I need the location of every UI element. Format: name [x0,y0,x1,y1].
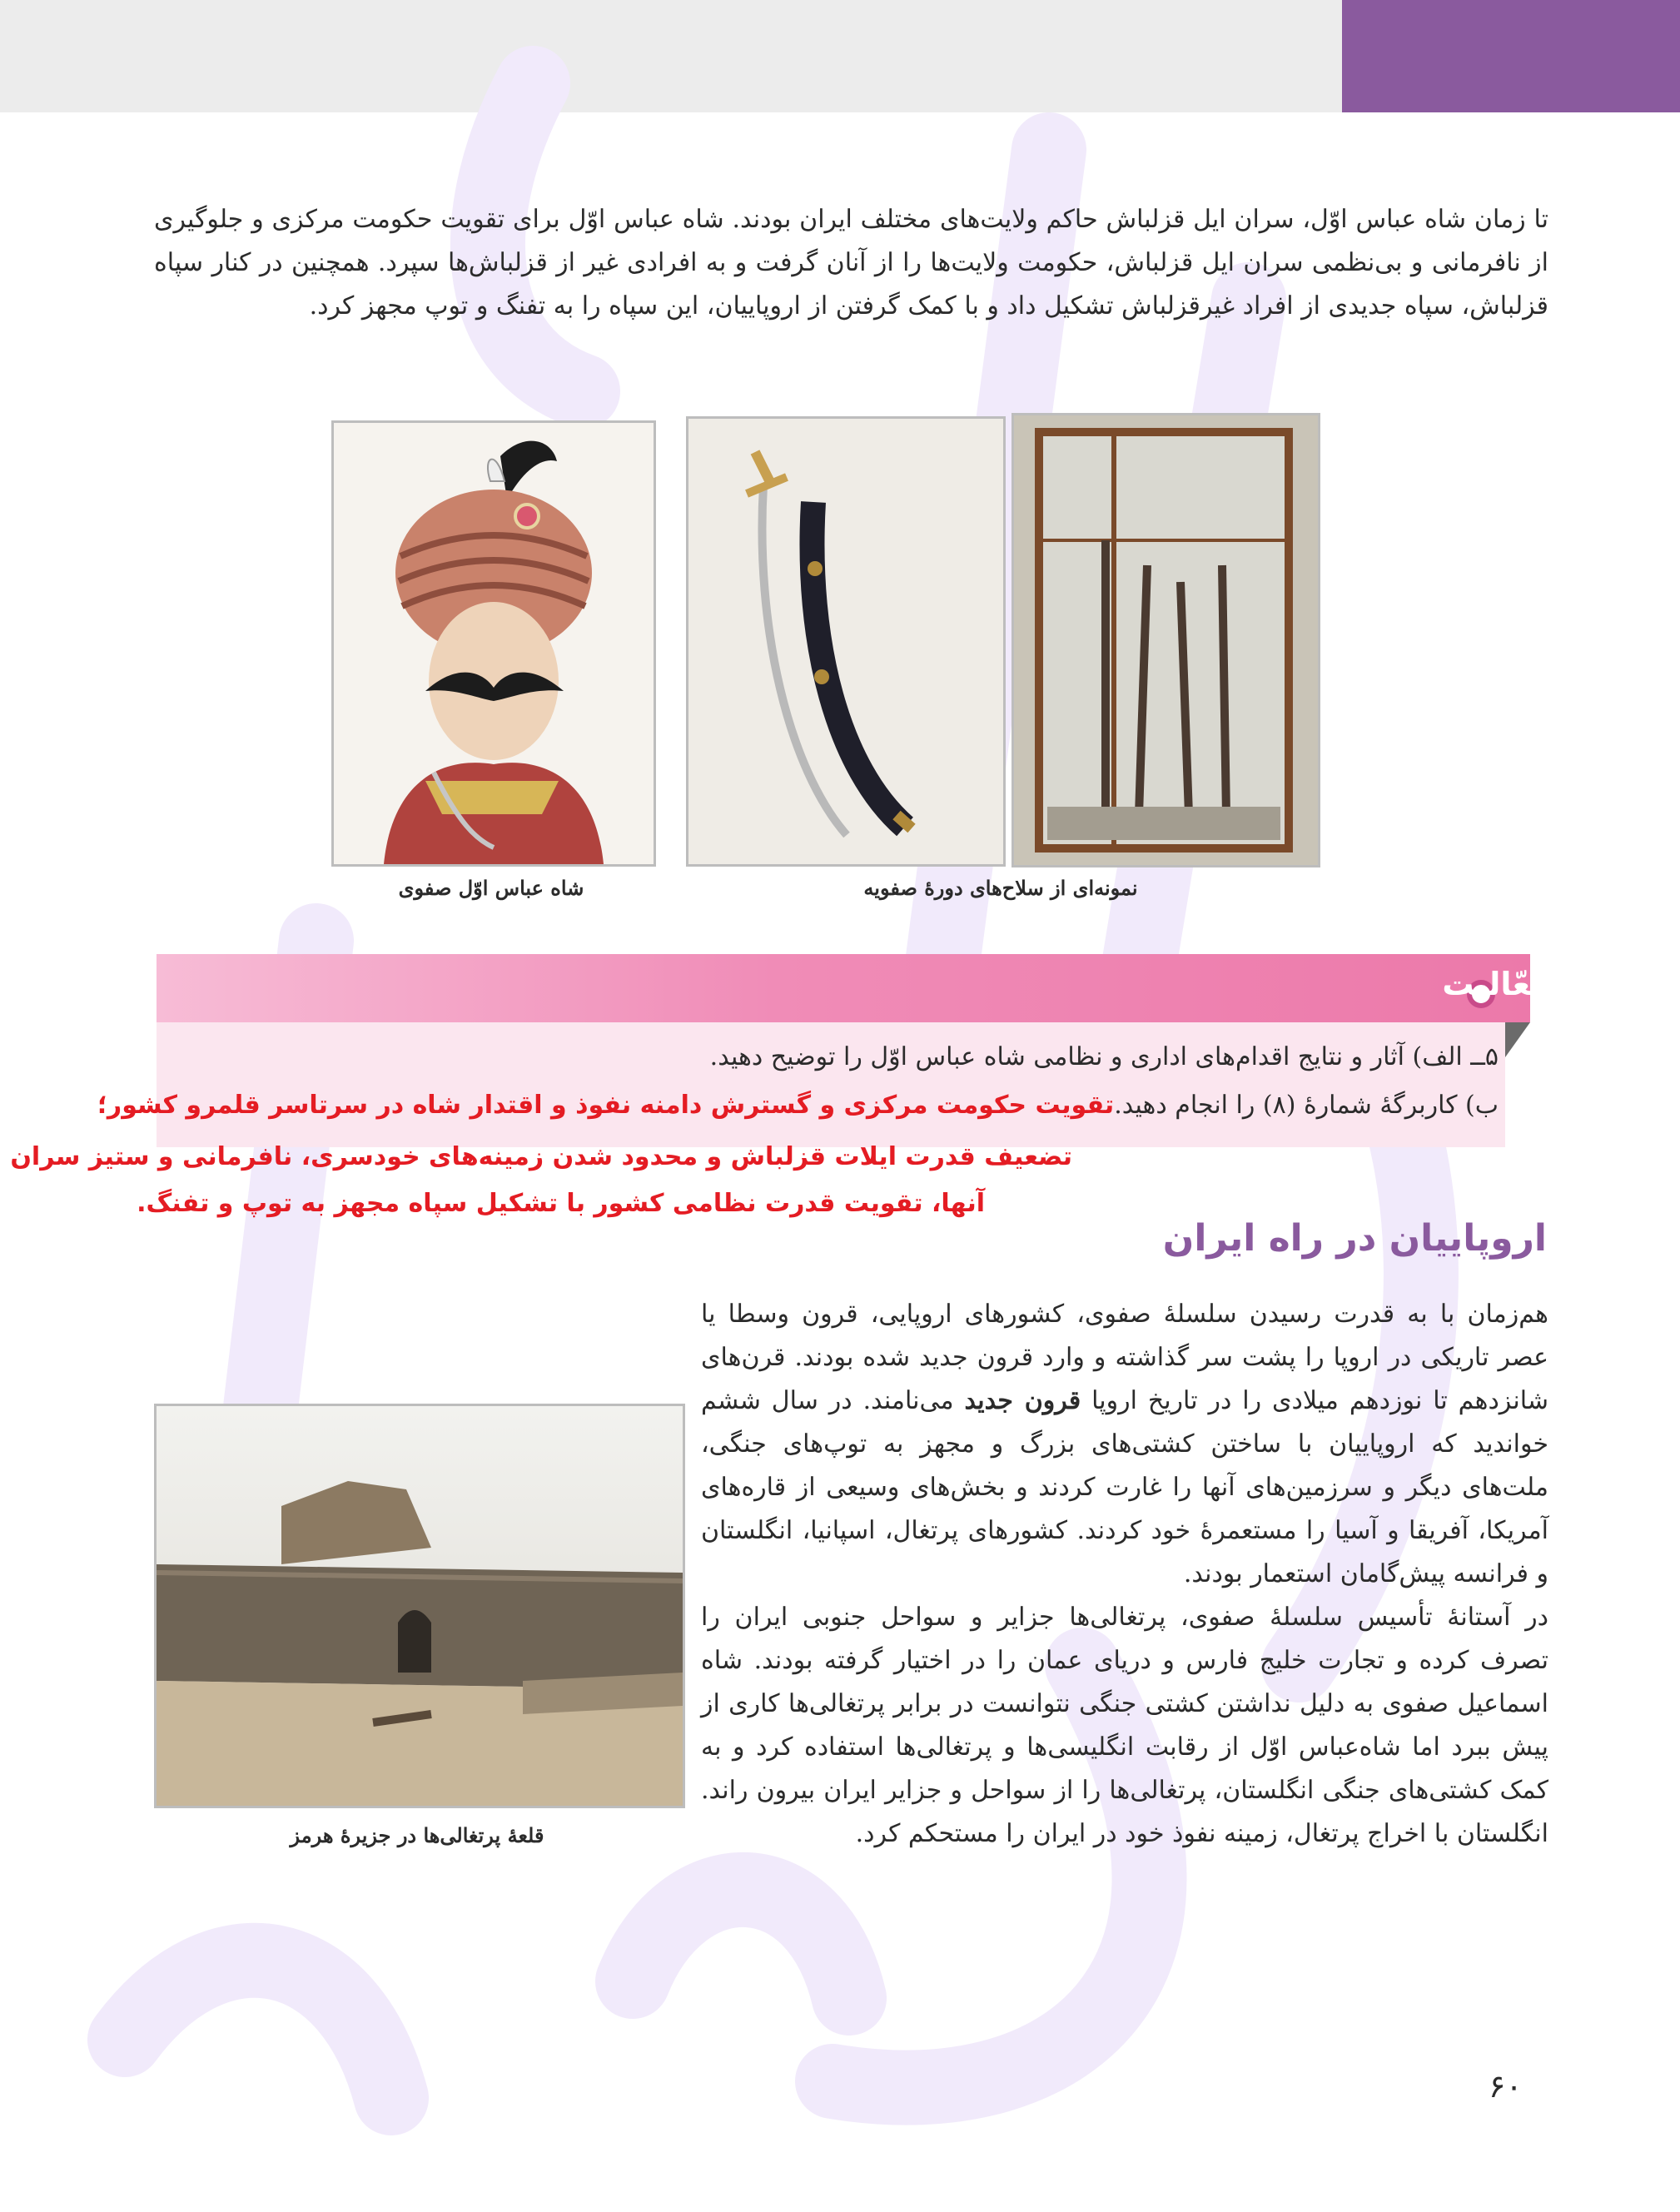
header-accent [1342,0,1680,112]
section-title: اروپاییان در راه ایران [1162,1217,1547,1260]
activity-item-b-text: ب) کاربرگهٔ شمارهٔ (۸) را انجام دهید. [1114,1091,1499,1120]
portrait-caption: شاه عباس اوّل صفوی [398,876,584,900]
section-paragraph-2: در آستانهٔ تأسیس سلسلهٔ صفوی، پرتغالی‌ها جزایر و سواحل جنوبی ایران را تصرف کرده و تجارت خلیج فارس و دریای عمان را در اختیار گرفته بودند. شاه اسماعیل صفوی به دلیل نداشتن کشتی جنگی نتوانست در برابر پرتغالی‌ها کاری از پیش ببرد اما شاه‌عباس اوّل از رقابت انگلیسی‌ها و پرتغالی‌ها استفاده کرد و به کمک کشتی‌های جنگی انگلستان، پرتغالی‌ها را از سواحل و جزایر ایران بیرون راند. انگلستان با اخراج پرتغال، زمینه نفوذ خود در ایران را مستحکم کرد. [701,1603,1548,1848]
fortress-caption: قلعهٔ پرتغالی‌ها در جزیرهٔ هرمز [290,1823,544,1847]
answer-line-1: تقویت حکومت مرکزی و گسترش دامنه نفوذ و اقتدار شاه در سرتاسر قلمرو کشور؛ [97,1091,1115,1120]
hormuz-fortress-image [154,1404,685,1808]
activity-corner-decoration [1505,1022,1530,1057]
weapons-caption: نمونه‌ای از سلاح‌های دورهٔ صفویه [863,876,1138,900]
activity-item-b [97,1091,1499,1120]
p1-text-before: هم‌زمان با به قدرت رسیدن سلسلهٔ صفوی، کشورهای اروپایی، قرون وسطا یا عصر تاریکی در اروپا را پشت سر گذاشته و وارد قرون جدید شده بودند. قرن‌های شانزدهم تا نوزدهم میلادی را در تاریخ اروپا [701,1300,1548,1415]
activity-title: فعّالیت [1442,966,1551,1002]
activity-header-bar [157,954,1530,1022]
shah-abbas-portrait [331,420,656,867]
activity-box [157,1022,1505,1147]
answer-line-3: آنها، تقویت قدرت نظامی کشور با تشکیل سپاه مجهز به توپ و تفنگ. [137,1189,985,1218]
weapons-case-image [1011,413,1320,867]
header-band [0,0,1342,112]
p1-text-after: می‌نامند. در سال ششم خواندید که اروپاییان با ساختن کشتی‌های بزرگ و مجهز به توپ‌های جنگی، ملت‌های دیگر و سرزمین‌های آنها را غارت کردند و بخش‌های وسیعی از قاره‌های آمریکا، آفریقا و آسیا را مستعمرهٔ خود کردند. کشورهای پرتغال، اسپانیا، انگلستان و فرانسه پیش‌گامان استعمار بودند. [701,1386,1548,1588]
section-paragraph-1 [701,1293,1548,1596]
intro-paragraph: تا زمان شاه عباس اوّل، سران ایل قزلباش حاکم ولایت‌های مختلف ایران بودند. شاه عباس اوّل برای تقویت حکومت مرکزی و جلوگیری از نافرمانی و بی‌نظمی سران ایل قزلباش، حکومت ولایت‌ها را از آنان گرفت و به افرادی غیر از قزلباش‌ها سپرد. همچنین در کنار سپاه قزلباش، سپاه جدیدی از افراد غیرقزلباش تشکیل داد و با کمک گرفتن از اروپاییان، این سپاه را به تفنگ و توپ مجهز کرد. [154,205,1549,321]
section-body [701,1293,1548,1856]
answer-line-2: تضعیف قدرت ایلات قزلباش و محدود شدن زمینه‌های خودسری، نافرمانی و ستیز سران [10,1142,1072,1171]
page-number: ۶۰ [1489,2068,1523,2105]
p1-bold-term: قرون جدید [964,1386,1081,1415]
activity-item-a: ۵ــ الف) آثار و نتایج اقدام‌های اداری و نظامی شاه عباس اوّل را توضیح دهید. [709,1042,1499,1071]
safavid-sword-image [686,416,1006,867]
